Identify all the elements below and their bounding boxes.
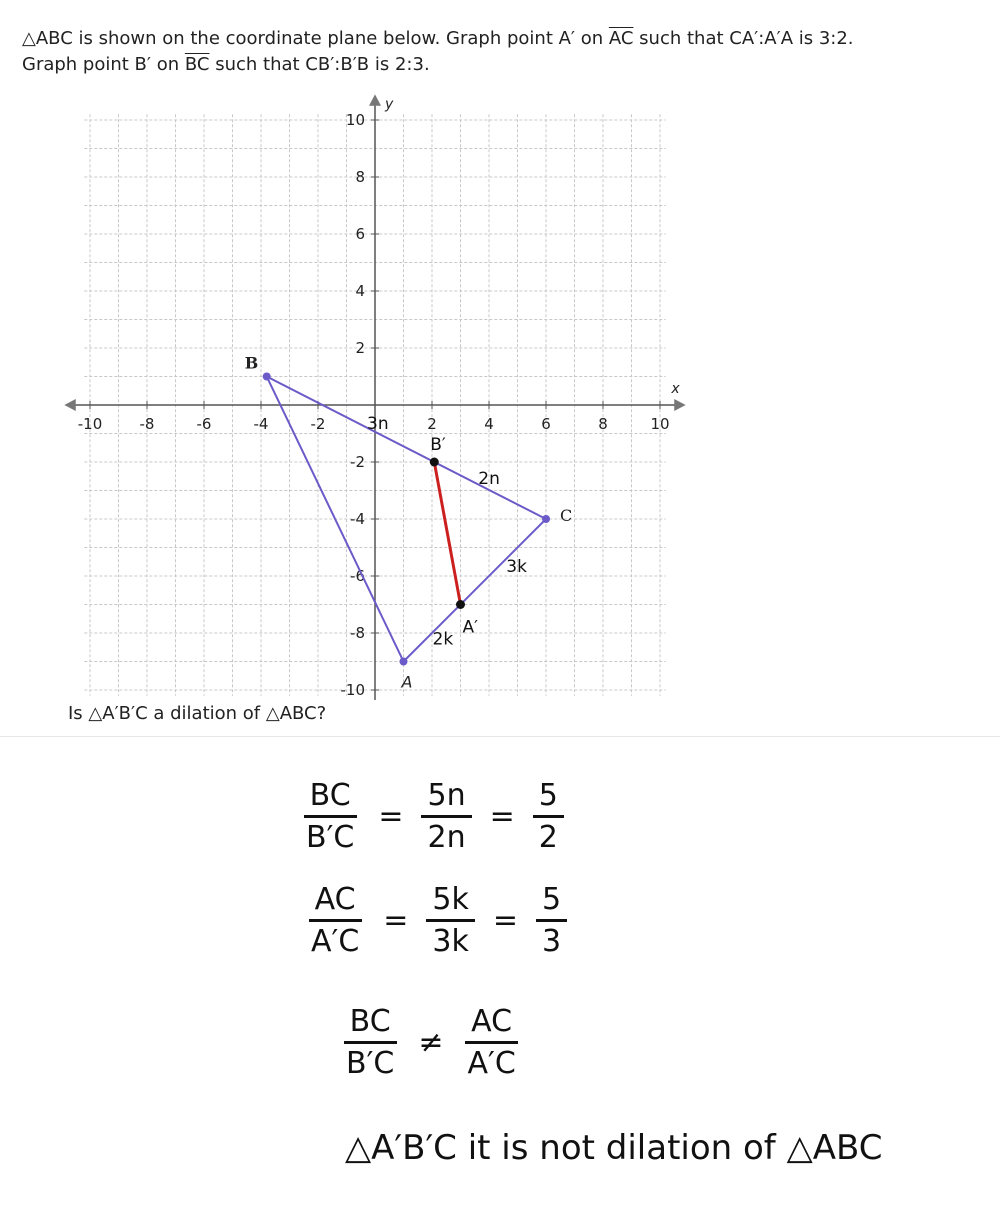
- divider: [0, 736, 1000, 737]
- equation-bc-ratio: $\frac{BC}{B'C}$ = $\frac{5n}{2n}$ = $\frac{5}{2}$: [300, 778, 564, 855]
- x-axis-arrow-right: [674, 399, 685, 411]
- problem-line-1: △ABC is shown on the coordinate plane below. Graph point A′ on $\overline{AC}$ such that CA′:A′A is 3:2.: [22, 28, 854, 49]
- point-a-prime: [456, 600, 465, 609]
- equation-ac-ratio: $\frac{AC}{A'C}$ = $\frac{5k}{3k}$ = $\frac{5}{3}$: [305, 882, 567, 959]
- x-tick-label: 2: [427, 415, 437, 433]
- y-tick-label: -4: [350, 510, 365, 528]
- vertex-b-label: B: [244, 353, 259, 373]
- segment-label-2n: 2n: [478, 469, 500, 489]
- y-tick-label: 8: [355, 168, 365, 186]
- vertex-b: [263, 373, 271, 381]
- question-text: Is △A′B′C a dilation of △ABC?: [68, 703, 327, 724]
- y-tick-label: -10: [340, 681, 365, 699]
- y-tick-label: -8: [350, 624, 365, 642]
- segment-label-3n: 3n: [367, 414, 389, 434]
- point-b-prime: [430, 458, 439, 467]
- y-axis-arrow-up: [369, 94, 381, 105]
- y-axis-label: y: [385, 96, 394, 113]
- triangle-abc: [245, 354, 573, 692]
- y-tick-label: 2: [355, 339, 365, 357]
- y-tick-label: 6: [355, 225, 365, 243]
- x-tick-label: 10: [650, 415, 670, 433]
- segment-label-2k: 2k: [432, 629, 454, 650]
- y-tick-label: -6: [350, 567, 365, 585]
- segment-ac: $\overline{AC}$: [608, 28, 634, 49]
- segment-bc: $\overline{BC}$: [184, 54, 210, 75]
- x-tick-label: -10: [77, 415, 103, 433]
- equation-not-equal: $\frac{BC}{B'C}$ ≠ $\frac{AC}{A'C}$: [340, 1004, 522, 1081]
- x-axis-label: x: [671, 381, 680, 397]
- x-tick-label: 4: [484, 415, 494, 433]
- segment-a-prime-b-prime: [434, 462, 460, 605]
- a-prime-handwritten-label: A′: [462, 617, 478, 638]
- x-tick-label: -8: [139, 415, 155, 433]
- problem-statement: [22, 26, 982, 78]
- segment-label-3k: 3k: [506, 557, 527, 577]
- problem-line-2: Graph point B′ on $\overline{BC}$ such that CB′:B′B is 2:3.: [22, 54, 430, 75]
- vertex-a: [400, 658, 408, 666]
- b-prime-handwritten-label: B′: [430, 435, 446, 455]
- y-tick-label: -2: [350, 453, 365, 471]
- y-tick-label: 4: [355, 282, 365, 300]
- conclusion-text: △A′B′C it is not dilation of △ABC: [345, 1128, 883, 1168]
- x-tick-label: -4: [253, 415, 269, 433]
- x-tick-label: 6: [541, 415, 551, 433]
- vertex-c-label: C: [560, 506, 573, 525]
- vertex-a-label: A: [401, 672, 413, 692]
- x-tick-label: -6: [196, 415, 212, 433]
- x-axis-arrow-left: [64, 399, 75, 411]
- vertex-c: [542, 515, 550, 523]
- coordinate-plane[interactable]: [0, 90, 1000, 700]
- x-tick-label: -2: [310, 415, 326, 433]
- y-tick-label: 10: [345, 111, 365, 129]
- x-tick-label: 8: [598, 415, 608, 433]
- axes: [64, 94, 685, 700]
